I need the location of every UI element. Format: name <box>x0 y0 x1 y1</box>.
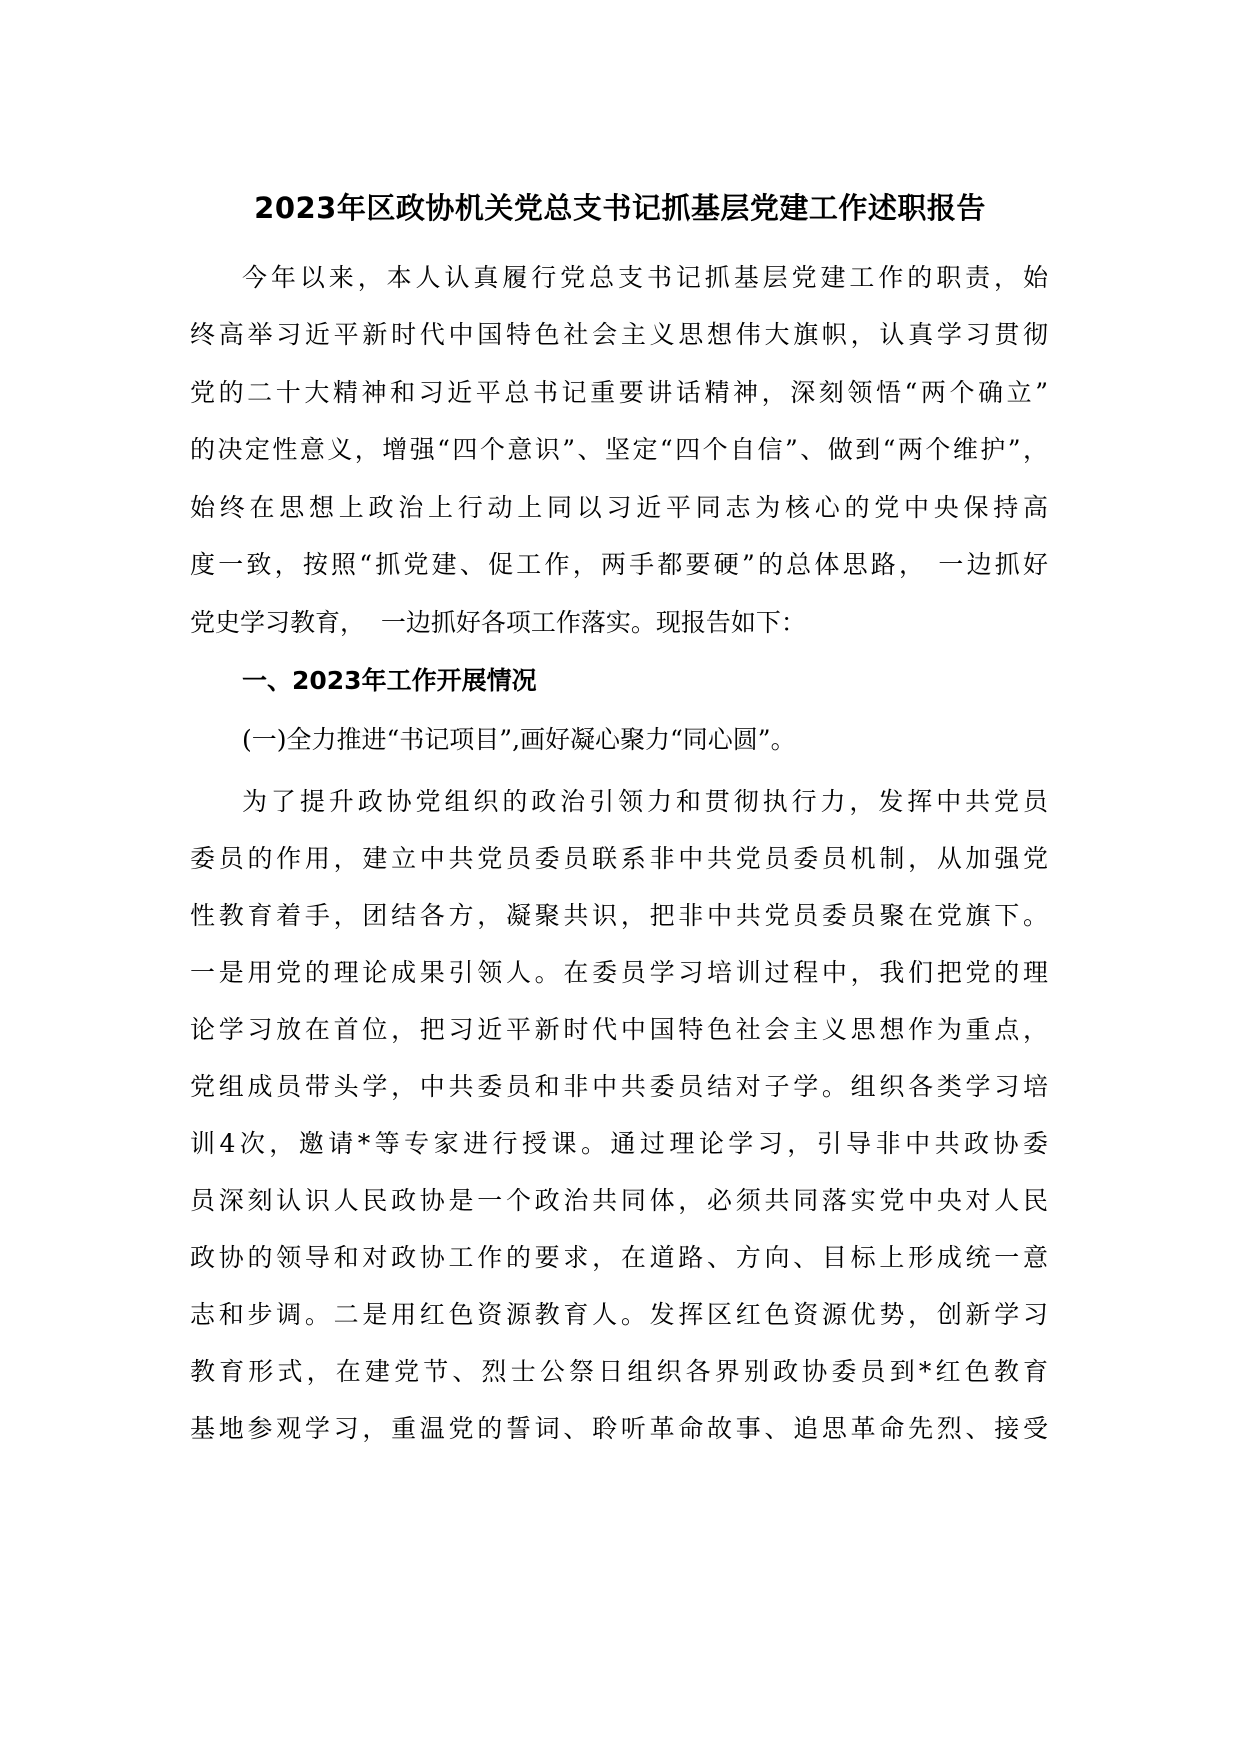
intro-line: 今年以来，本人认真履行党总支书记抓基层党建工作的职责，始 <box>242 263 1048 292</box>
body-line: 为了提升政协党组织的政治引领力和贯彻执行力，发挥中共党员 <box>242 787 1048 816</box>
intro-line: 终高举习近平新时代中国特色社会主义思想伟大旗帜，认真学习贯彻 <box>190 320 1048 349</box>
intro-line: 始终在思想上政治上行动上同以习近平同志为核心的党中央保持高 <box>190 493 1048 522</box>
intro-line: 的决定性意义，增强“四个意识”、坚定“四个自信”、做到“两个维护”， <box>190 435 1048 464</box>
body-line: 论学习放在首位，把习近平新时代中国特色社会主义思想作为重点， <box>190 1015 1048 1044</box>
intro-line: 度一致，按照“抓党建、促工作，两手都要硬”的总体思路， 一边抓好 <box>190 550 1048 579</box>
intro-line: 党史学习教育， 一边抓好各项工作落实。现报告如下： <box>190 608 806 637</box>
intro-line: 党的二十大精神和习近平总书记重要讲话精神，深刻领悟“两个确立” <box>190 378 1048 407</box>
body-line: 一是用党的理论成果引领人。在委员学习培训过程中，我们把党的理 <box>190 958 1048 987</box>
body-line: 志和步调。二是用红色资源教育人。发挥区红色资源优势，创新学习 <box>190 1300 1048 1329</box>
document-title: 2023年区政协机关党总支书记抓基层党建工作述职报告 <box>254 191 986 225</box>
body-line: 员深刻认识人民政协是一个政治共同体，必须共同落实党中央对人民 <box>190 1186 1048 1215</box>
body-line: 政协的领导和对政协工作的要求，在道路、方向、目标上形成统一意 <box>190 1243 1048 1272</box>
body-line: 性教育着手，团结各方，凝聚共识，把非中共党员委员聚在党旗下。 <box>190 901 1048 930</box>
body-line: 训4次，邀请*等专家进行授课。通过理论学习，引导非中共政协委 <box>190 1129 1048 1158</box>
body-line: 教育形式，在建党节、烈士公祭日组织各界别政协委员到*红色教育 <box>190 1357 1048 1386</box>
body-line: 党组成员带头学，中共委员和非中共委员结对子学。组织各类学习培 <box>190 1072 1048 1101</box>
subsection-heading: (一)全力推进“书记项目”,画好凝心聚力“同心圆”。 <box>242 725 796 754</box>
section-heading: 一、2023年工作开展情况 <box>242 666 537 695</box>
body-line: 委员的作用，建立中共党员委员联系非中共党员委员机制，从加强党 <box>190 844 1048 873</box>
body-line: 基地参观学习，重温党的誓词、聆听革命故事、追思革命先烈、接受 <box>190 1414 1048 1443</box>
